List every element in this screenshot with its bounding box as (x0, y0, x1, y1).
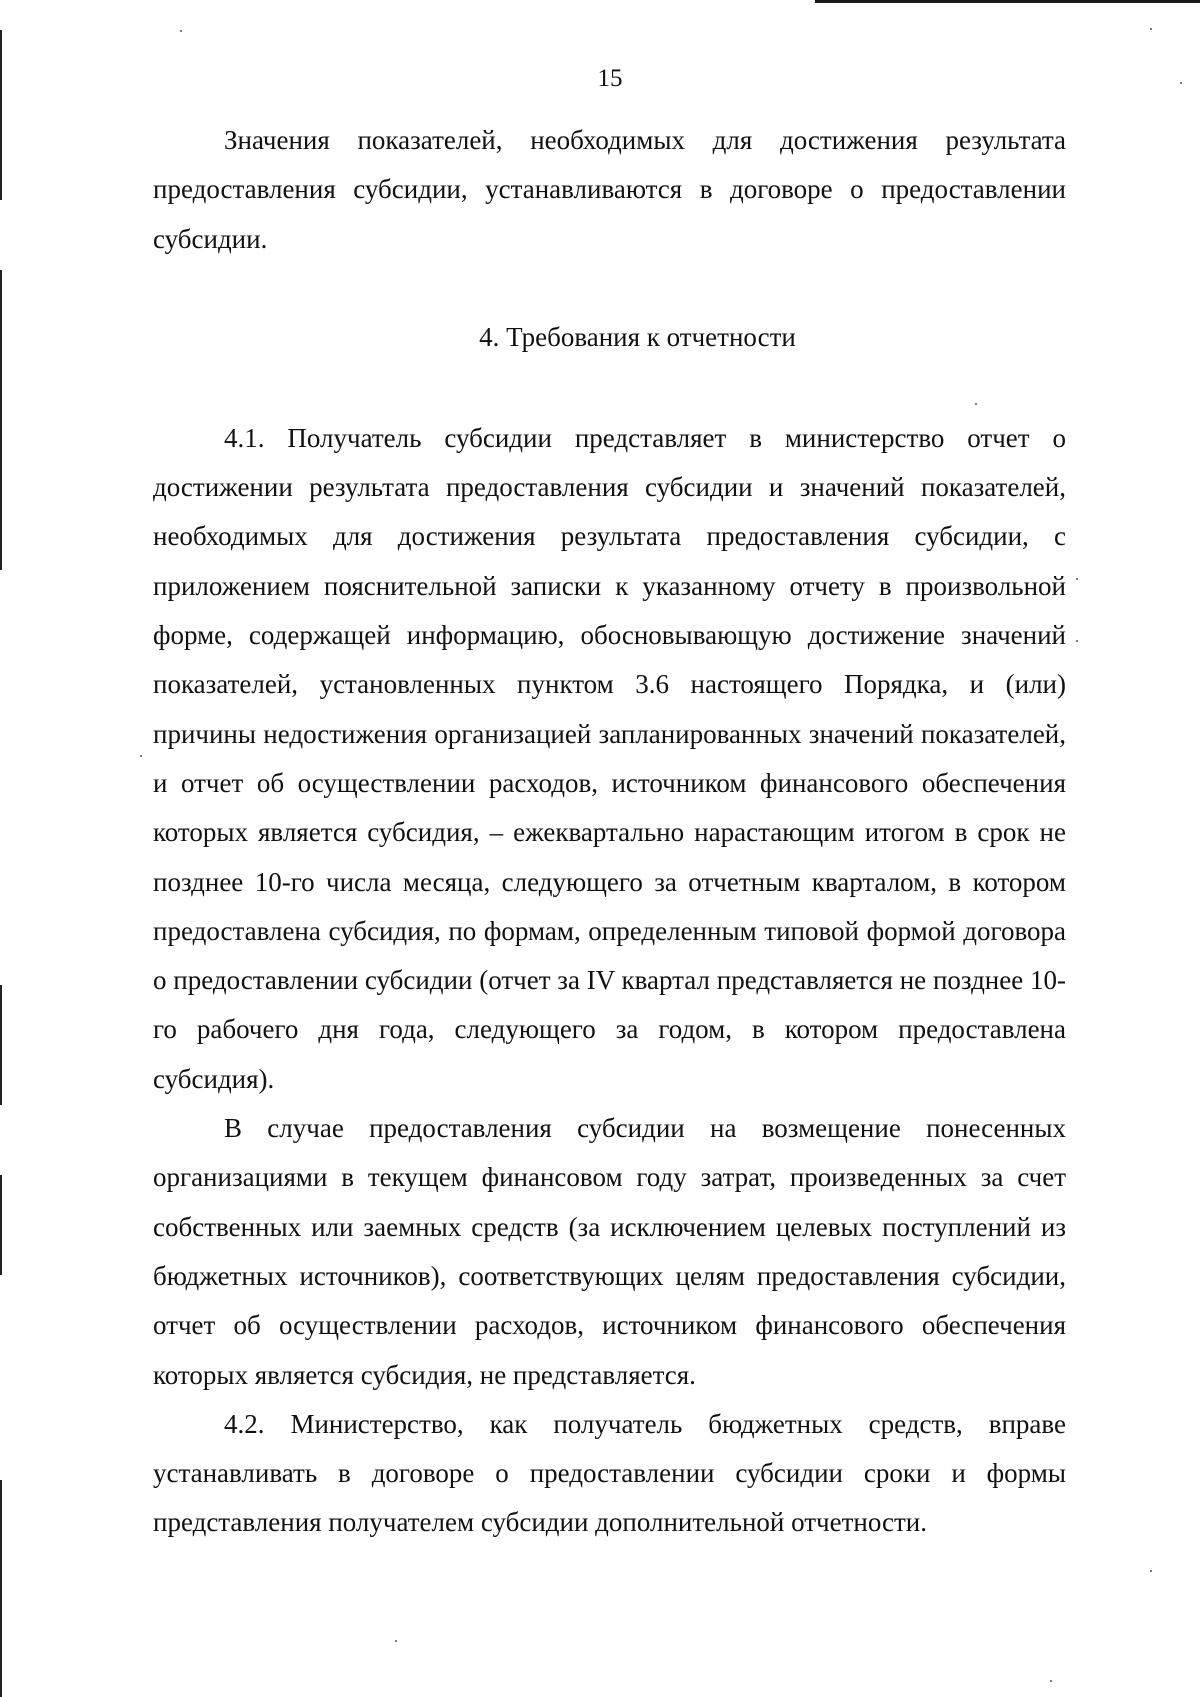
scan-speck (1150, 1570, 1152, 1572)
page-number: 15 (597, 65, 623, 92)
scan-left-edge (0, 985, 2, 1105)
paragraph-4-1: 4.1. Получатель субсидии представляет в министерство отчет о достижении результата предоставления субсидии и значений показателей, необходимых для достижения результата предоставления субсидии, с приложением пояснительной записки к указанному отчету в произвольной форме, содержащей информацию, обосновывающую достижение значений показателей, установленных пунктом 3.6 настоящего Порядка, и (или) причины недостижения организацией запланированных значений показателей, и отчет об осуществлении расходов, источником финансового обеспечения которых является субсидия, – ежеквартально нарастающим итогом в срок не позднее 10-го числа месяца, следующего за отчетным кварталом, в котором предоставлена субсидия, по формам, определенным типовой формой договора о предоставлении субсидии (отчет за IV квартал представляется не позднее 10-го рабочего дня года, следующего за годом, в котором предоставлена субсидия). (153, 422, 1066, 1094)
paragraph-reimbursement: В случае предоставления субсидии на возмещение понесенных организациями в текущем финансовом году затрат, произведенных за счет собственных или заемных средств (за исключением целевых поступлений из бюджетных источников), соответствующих целям предоставления субсидии, отчет об осуществлении расходов, источником финансового обеспечения которых является субсидия, не представляется. (153, 1113, 1066, 1390)
intro-paragraph: Значения показателей, необходимых для достижения результата предоставления субсидии, устанавливаются в договоре о предоставлении субсидии. (153, 125, 1066, 254)
scan-top-rule (815, 0, 1200, 3)
scan-speck (180, 30, 182, 32)
scan-speck (1150, 28, 1152, 30)
scan-speck (1050, 1680, 1052, 1682)
scan-speck (140, 755, 142, 757)
scan-left-edge (0, 1175, 2, 1275)
scan-left-edge (0, 270, 2, 570)
section-heading: 4. Требования к отчетности (479, 321, 796, 352)
scan-speck (1076, 640, 1078, 642)
scan-speck (395, 1640, 397, 1642)
document-body (153, 116, 1066, 1548)
scan-left-edge (0, 1480, 2, 1697)
scan-left-edge (0, 30, 2, 200)
paragraph-4-2: 4.2. Министерство, как получатель бюджетных средств, вправе устанавливать в договоре о предоставлении субсидии сроки и формы представления получателем субсидии дополнительной отчетности. (153, 1408, 1066, 1538)
scan-speck (1076, 578, 1078, 580)
